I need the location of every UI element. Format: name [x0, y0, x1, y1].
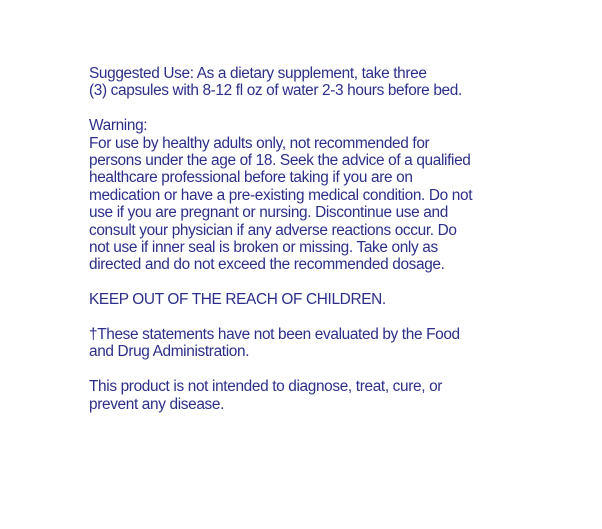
- warning-line: medication or have a pre-existing medical condition. Do not: [89, 186, 473, 204]
- disclaimer-paragraph: [89, 378, 529, 413]
- suggested-use-paragraph: [89, 65, 529, 100]
- warning-line: use if you are pregnant or nursing. Discontinue use and: [89, 204, 448, 222]
- warning-line: healthcare professional before taking if you are on: [89, 169, 413, 187]
- fda-statement-line: †These statements have not been evaluated by the Food: [89, 326, 460, 344]
- warning-line: persons under the age of 18. Seek the advice of a qualified: [89, 152, 471, 170]
- disclaimer-line: This product is not intended to diagnose, treat, cure, or: [89, 378, 443, 396]
- warning-line: consult your physician if any adverse reactions occur. Do: [89, 221, 457, 239]
- suggested-use-line: (3) capsules with 8-12 fl oz of water 2-3 hours before bed.: [89, 82, 462, 100]
- disclaimer-line: prevent any disease.: [89, 395, 225, 413]
- keep-out-paragraph: [89, 291, 529, 308]
- supplement-label-text: [89, 65, 529, 430]
- keep-out-warning: KEEP OUT OF THE REACH OF CHILDREN.: [89, 291, 386, 309]
- warning-heading: Warning:: [89, 117, 148, 135]
- fda-statement-line: and Drug Administration.: [89, 343, 250, 361]
- warning-line: For use by healthy adults only, not recommended for: [89, 134, 430, 152]
- fda-statement-paragraph: [89, 326, 529, 361]
- warning-paragraph: [89, 117, 529, 274]
- warning-line: not use if inner seal is broken or missing. Take only as: [89, 239, 438, 257]
- warning-line: directed and do not exceed the recommended dosage.: [89, 256, 445, 274]
- suggested-use-line: Suggested Use: As a dietary supplement, take three: [89, 65, 427, 82]
